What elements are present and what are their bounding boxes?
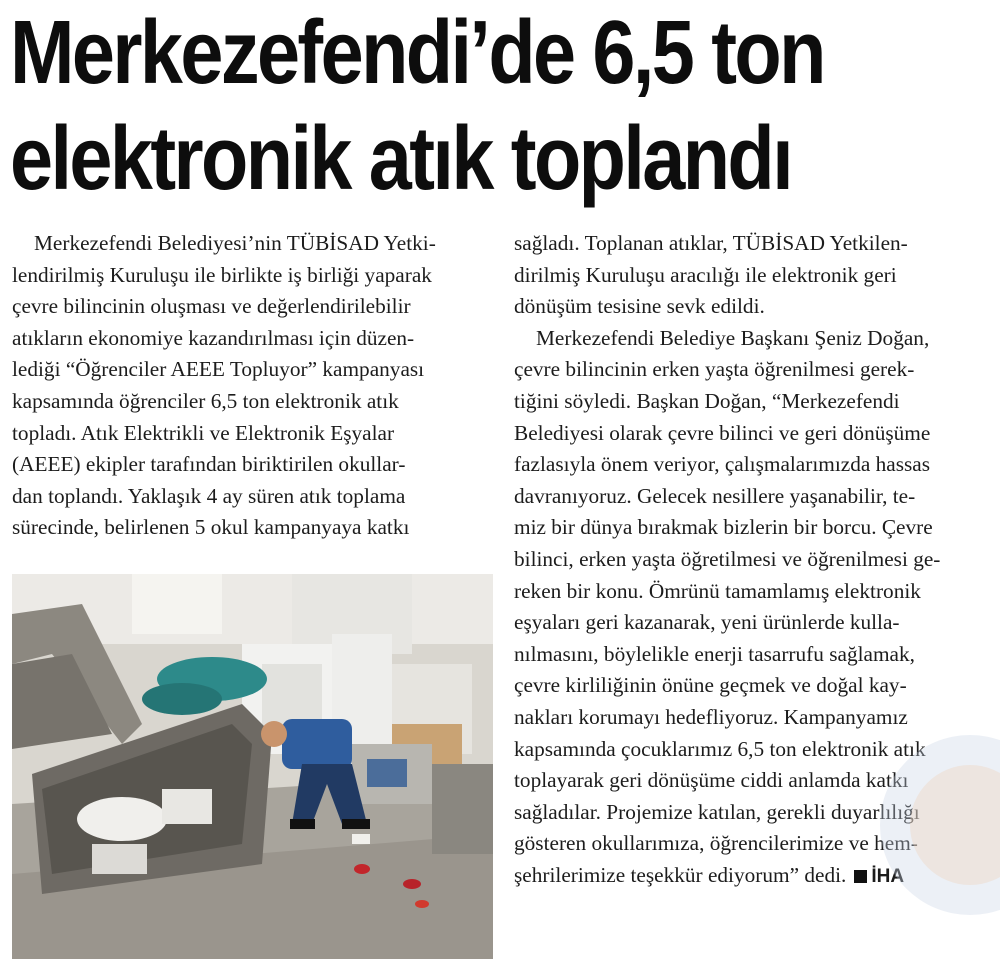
text-line: sağladılar. Projemize katılan, gerekli duyarlılığı — [514, 799, 920, 824]
text-line: miz bir dünya bırakmak bizlerin bir borcu. Çevre — [514, 515, 933, 540]
text-line: lendirilmiş Kuruluşu ile birlikte iş birliği yaparak — [12, 262, 432, 287]
text-line: atıkların ekonomiye kazandırılması için düzen- — [12, 325, 415, 350]
text-line: nılmasını, böylelikle enerji tasarrufu sağlamak, — [514, 641, 915, 666]
headline-line-1: Merkezefendi’de 6,5 ton — [10, 3, 824, 103]
text-line: sürecinde, belirlenen 5 okul kampanyaya katkı — [12, 515, 410, 540]
text-line: nakları korumayı hedefliyoruz. Kampanyamız — [514, 704, 908, 729]
text-line: kapsamında çocuklarımız 6,5 ton elektronik atık — [514, 736, 926, 761]
text-line: çevre kirliliğinin önüne geçmek ve doğal kay- — [514, 673, 907, 698]
text-line: dönüşüm tesisine sevk edildi. — [514, 294, 765, 319]
headline-line-2: elektronik atık toplandı — [10, 109, 792, 209]
text-line: dirilmiş Kuruluşu aracılığı ile elektronik geri — [514, 262, 897, 287]
closing-text: şehrilerimize teşekkür ediyorum” dedi. — [514, 862, 847, 887]
text-line: lediği “Öğrenciler AEEE Topluyor” kampanyası — [12, 357, 425, 382]
source-square-icon — [854, 870, 867, 883]
text-line: (AEEE) ekipler tarafından biriktirilen okullar- — [12, 452, 406, 477]
text-line: Belediyesi olarak çevre bilinci ve geri dönüşüme — [514, 420, 931, 445]
news-photo — [12, 574, 493, 959]
warehouse-photo-icon — [12, 574, 493, 959]
text-line: bilinci, erken yaşta öğretilmesi ve öğrenilmesi ge- — [514, 546, 941, 571]
right-column — [514, 228, 991, 892]
text-line: dan toplandı. Yaklaşık 4 ay süren atık toplama — [12, 483, 406, 508]
text-line: Merkezefendi Belediyesi’nin TÜBİSAD Yetki- — [34, 231, 436, 255]
source-label: İHA — [871, 865, 905, 887]
text-line: topladı. Atık Elektrikli ve Elektronik Eşyalar — [12, 420, 395, 445]
closing-line — [514, 860, 991, 893]
text-line: kapsamında öğrenciler 6,5 ton elektronik atık — [12, 388, 399, 413]
headline — [10, 0, 857, 212]
text-line: reken bir konu. Ömrünü tamamlamış elektronik — [514, 578, 921, 603]
left-column — [12, 228, 497, 544]
text-line: Merkezefendi Belediye Başkanı Şeniz Doğan, — [536, 325, 930, 350]
text-line: fazlasıyla önem veriyor, çalışmalarımızda hassas — [514, 452, 931, 477]
text-line: çevre bilincinin erken yaşta öğrenilmesi gerek- — [514, 357, 915, 382]
text-line: tiğini söyledi. Başkan Doğan, “Merkezefendi — [514, 388, 900, 413]
text-line: gösteren okullarımıza, öğrencilerimize ve hem- — [514, 831, 918, 856]
text-line: sağladı. Toplanan atıklar, TÜBİSAD Yetkilen- — [514, 231, 908, 255]
text-line: davranıyoruz. Gelecek nesillere yaşanabilir, te- — [514, 483, 916, 508]
text-line: toplayarak geri dönüşüme ciddi anlamda katkı — [514, 768, 909, 793]
text-line: çevre bilincinin oluşması ve değerlendirilebilir — [12, 294, 411, 319]
text-line: eşyaları geri kazanarak, yeni ürünlerde kulla- — [514, 610, 900, 635]
